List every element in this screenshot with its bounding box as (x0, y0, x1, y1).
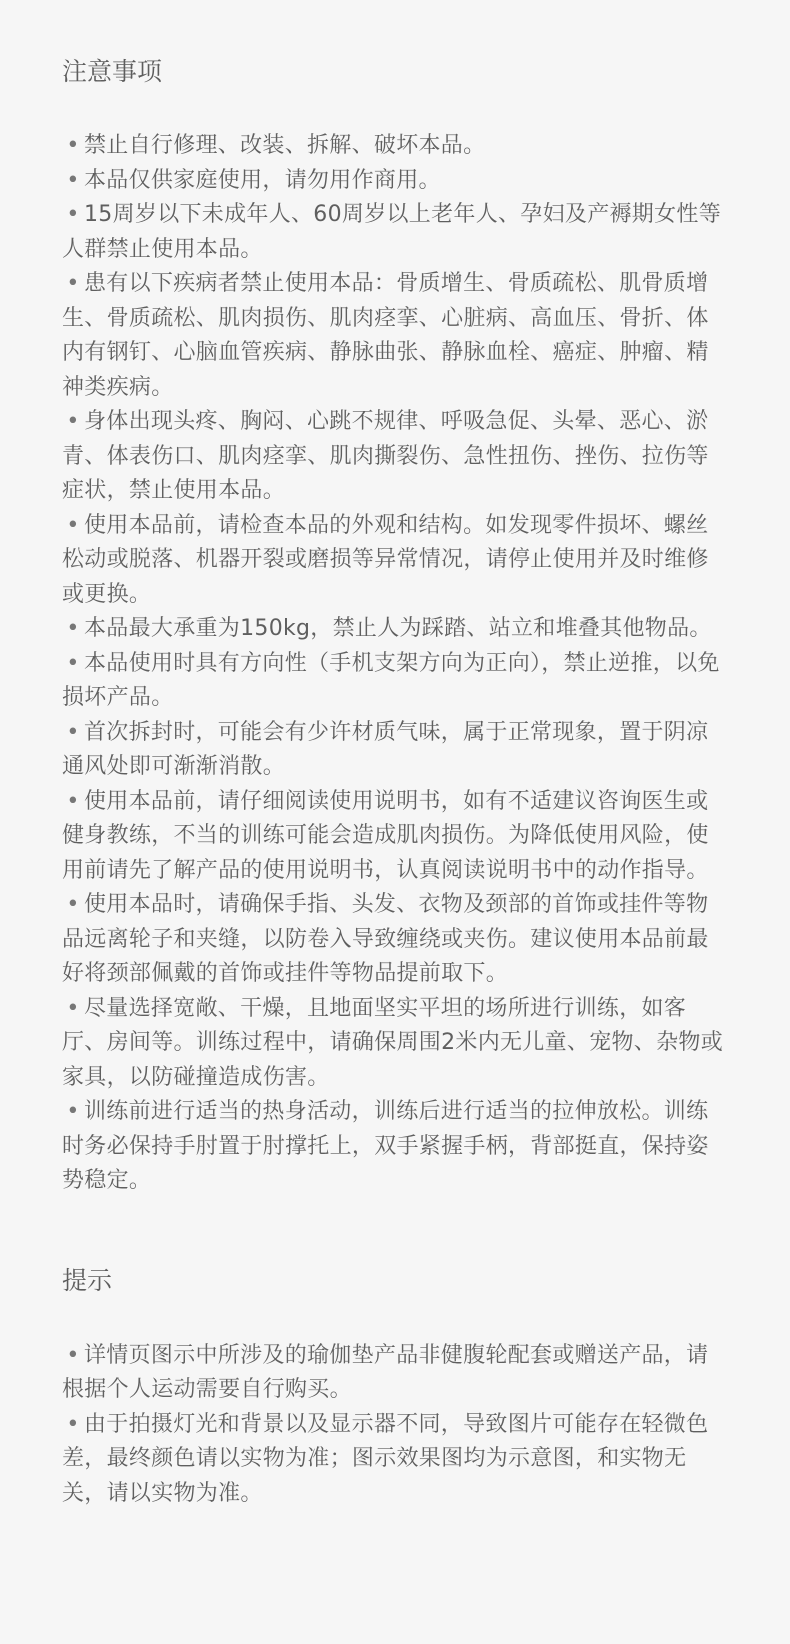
bullet-icon: • (66, 616, 80, 641)
notes-item-text: 本品使用时具有方向性（手机支架方向为正向），禁止逆推，以免损坏产品。 (62, 650, 720, 710)
notes-item (62, 267, 730, 405)
tips-item-text: 由于拍摄灯光和背景以及显示器不同，导致图片可能存在轻微色差，最终颜色请以实物为准；图示效果图均为示意图，和实物无关，请以实物为准。 (62, 1411, 709, 1506)
bullet-icon: • (66, 133, 80, 158)
tips-title: 提示 (62, 1265, 113, 1295)
notes-item-text: 训练前进行适当的热身活动，训练后进行适当的拉伸放松。训练时务必保持手肘置于肘撑托上，双手紧握手柄，背部挺直，保持姿势稳定。 (62, 1099, 709, 1193)
tips-item (62, 1408, 730, 1512)
notes-section (62, 52, 730, 1199)
notes-title: 注意事项 (62, 57, 163, 86)
bullet-icon: • (66, 995, 80, 1021)
notes-item-text: 使用本品前，请仔细阅读使用说明书，如有不适建议咨询医生或健身教练，不当的训练可能会造成肌肉损伤。为降低使用风险，使用前请先了解产品的使用说明书，认真阅读说明书中的动作指导。 (62, 788, 709, 883)
tips-section (62, 1261, 730, 1512)
bullet-icon: • (66, 650, 80, 676)
notes-item-text: 使用本品时，请确保手指、头发、衣物及颈部的首饰或挂件等物品远离轮子和夹缝，以防卷入导致缠绕或夹伤。建议使用本品前最好将颈部佩戴的首饰或挂件等物品提前取下。 (62, 892, 709, 986)
notes-item-text: 身体出现头疼、胸闷、心跳不规律、呼吸急促、头晕、恶心、淤青、体表伤口、肌肉痉挛、肌肉撕裂伤、急性扭伤、挫伤、拉伤等症状，禁止使用本品。 (62, 409, 709, 503)
bullet-icon: • (66, 409, 80, 434)
notes-item (62, 198, 730, 267)
bullet-icon: • (66, 512, 80, 538)
notes-item (62, 992, 730, 1096)
notes-item (62, 509, 730, 613)
notes-item (62, 716, 730, 785)
bullet-icon: • (66, 1411, 80, 1437)
notes-item (62, 129, 730, 164)
notes-item-text: 本品最大承重为150kg，禁止人为踩踏、站立和堆叠其他物品。 (84, 616, 712, 641)
notes-item-text: 禁止自行修理、改装、拆解、破坏本品。 (84, 133, 486, 158)
notes-item (62, 164, 730, 199)
notes-item (62, 1095, 730, 1199)
notes-item (62, 647, 730, 716)
notes-list (62, 129, 730, 1199)
bullet-icon: • (66, 271, 80, 296)
tips-item-text: 详情页图示中所涉及的瑜伽垫产品非健腹轮配套或赠送产品，请根据个人运动需要自行购买。 (62, 1342, 709, 1402)
notes-item-text: 本品仅供家庭使用，请勿用作商用。 (84, 167, 441, 193)
notes-item-text: 使用本品前，请检查本品的外观和结构。如发现零件损坏、螺丝松动或脱落、机器开裂或磨损等异常情况，请停止使用并及时维修或更换。 (62, 512, 709, 607)
notes-item (62, 405, 730, 509)
notes-item-text: 尽量选择宽敞、干燥，且地面坚实平坦的场所进行训练，如客厅、房间等。训练过程中，请确保周围2米内无儿童、宠物、杂物或家具，以防碰撞造成伤害。 (62, 995, 723, 1090)
bullet-icon: • (66, 1342, 80, 1368)
notes-item-text: 15周岁以下未成年人、60周岁以上老年人、孕妇及产褥期女性等人群禁止使用本品。 (62, 202, 721, 262)
bullet-icon: • (66, 719, 80, 745)
tips-item (62, 1339, 730, 1408)
bullet-icon: • (66, 892, 80, 917)
notes-item-text: 患有以下疾病者禁止使用本品：骨质增生、骨质疏松、肌骨质增生、骨质疏松、肌肉损伤、肌肉痉挛、心脏病、高血压、骨折、体内有钢钉、心脑血管疾病、静脉曲张、静脉血栓、癌症、肿瘤、精神类疾病。 (62, 271, 709, 400)
bullet-icon: • (66, 202, 80, 227)
notes-item (62, 888, 730, 992)
bullet-icon: • (66, 167, 80, 193)
bullet-icon: • (66, 788, 80, 814)
notes-item (62, 612, 730, 647)
notes-item-text: 首次拆封时，可能会有少许材质气味，属于正常现象，置于阴凉通风处即可渐渐消散。 (62, 719, 709, 779)
notes-item (62, 785, 730, 889)
tips-list (62, 1339, 730, 1512)
bullet-icon: • (66, 1099, 80, 1124)
